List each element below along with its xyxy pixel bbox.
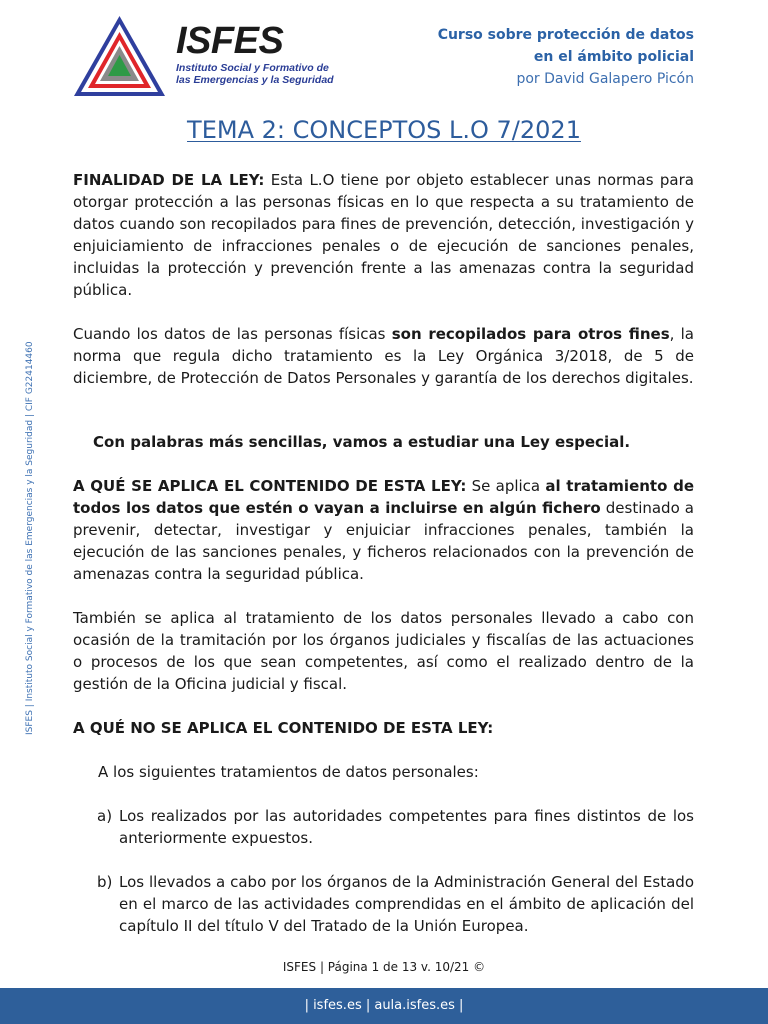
side-legal-text: ISFES | Instituto Social y Formativo de las Emergencias y la Seguridad | CIF G22414460 <box>25 341 35 735</box>
page-title: TEMA 2: CONCEPTOS L.O 7/2021 <box>187 116 581 144</box>
paragraph-finalidad: FINALIDAD DE LA LEY: Esta L.O tiene por objeto establecer unas normas para otorgar protección a las personas físicas en lo que respecta a su tratamiento de datos cuando son recopilados para fines de prevención, detección, investigación y enjuiciamiento de infracciones penales o de ejecución de sanciones penales, incluidas la protección y prevención frente a las amenazas contra la seguridad pública. <box>73 171 694 299</box>
brand-block <box>176 22 334 86</box>
isfes-logo <box>72 14 167 98</box>
list-label-a: a) <box>97 807 113 825</box>
brand-subtitle-line2: las Emergencias y la Seguridad <box>176 74 334 86</box>
course-author: por David Galapero Picón <box>516 71 694 87</box>
paragraph-tambien: También se aplica al tratamiento de los datos personales llevado a cabo con ocasión de la tramitación por los órganos judiciales y fiscalías de las actuaciones o procesos de los que sean competentes, así como el realizado dentro de la gestión de la Oficina judicial y fiscal. <box>73 609 694 693</box>
section-aplica <box>73 475 694 937</box>
list-label-b: b) <box>97 873 113 891</box>
page-footer-info: ISFES | Página 1 de 13 v. 10/21 © <box>282 960 486 974</box>
course-info <box>438 24 694 90</box>
heading-aplica: A QUÉ SE APLICA EL CONTENIDO DE ESTA LEY: <box>73 477 467 495</box>
course-title-line1: Curso sobre protección de datos <box>437 27 694 43</box>
heading-finalidad: FINALIDAD DE LA LEY: <box>73 171 265 189</box>
course-title-line2: en el ámbito policial <box>533 49 694 65</box>
brand-subtitle-line1: Instituto Social y Formativo de <box>176 62 329 74</box>
section-resumen <box>73 431 694 453</box>
paragraph-otros-fines: Cuando los datos de las personas físicas son recopilados para otros fines, la norma que regula dicho tratamiento es la Ley Orgánica 3/2018, de 5 de diciembre, de Protección de Datos Personales y garantía de los derechos digitales. <box>73 325 694 387</box>
footer-links[interactable]: | isfes.es | aula.isfes.es | <box>304 998 464 1013</box>
brand-name: ISFES <box>176 20 284 62</box>
list-item-b: b) Los llevados a cabo por los órganos de la Administración General del Estado en el marco de las actividades comprendidas en el ámbito de aplicación del capítulo II del título V del Tratado de la Unión Europea. <box>97 873 694 935</box>
paragraph-siguientes: A los siguientes tratamientos de datos personales: <box>98 763 479 781</box>
paragraph-aplica: A QUÉ SE APLICA EL CONTENIDO DE ESTA LEY: Se aplica al tratamiento de todos los datos que estén o vayan a incluirse en algún fichero destinado a prevenir, detectar, investigar y enjuiciar infracciones penales, también la ejecución de las sanciones penales, y ficheros relacionados con la prevención de amenazas contra la seguridad pública. <box>73 477 694 583</box>
heading-no-aplica: A QUÉ NO SE APLICA EL CONTENIDO DE ESTA LEY: <box>73 719 494 737</box>
section-finalidad <box>73 169 694 389</box>
paragraph-ley-especial: Con palabras más sencillas, vamos a estudiar una Ley especial. <box>93 433 631 451</box>
list-item-a: a) Los realizados por las autoridades competentes para fines distintos de los anteriormente expuestos. <box>97 807 694 847</box>
footer-links-bar <box>0 988 768 1024</box>
